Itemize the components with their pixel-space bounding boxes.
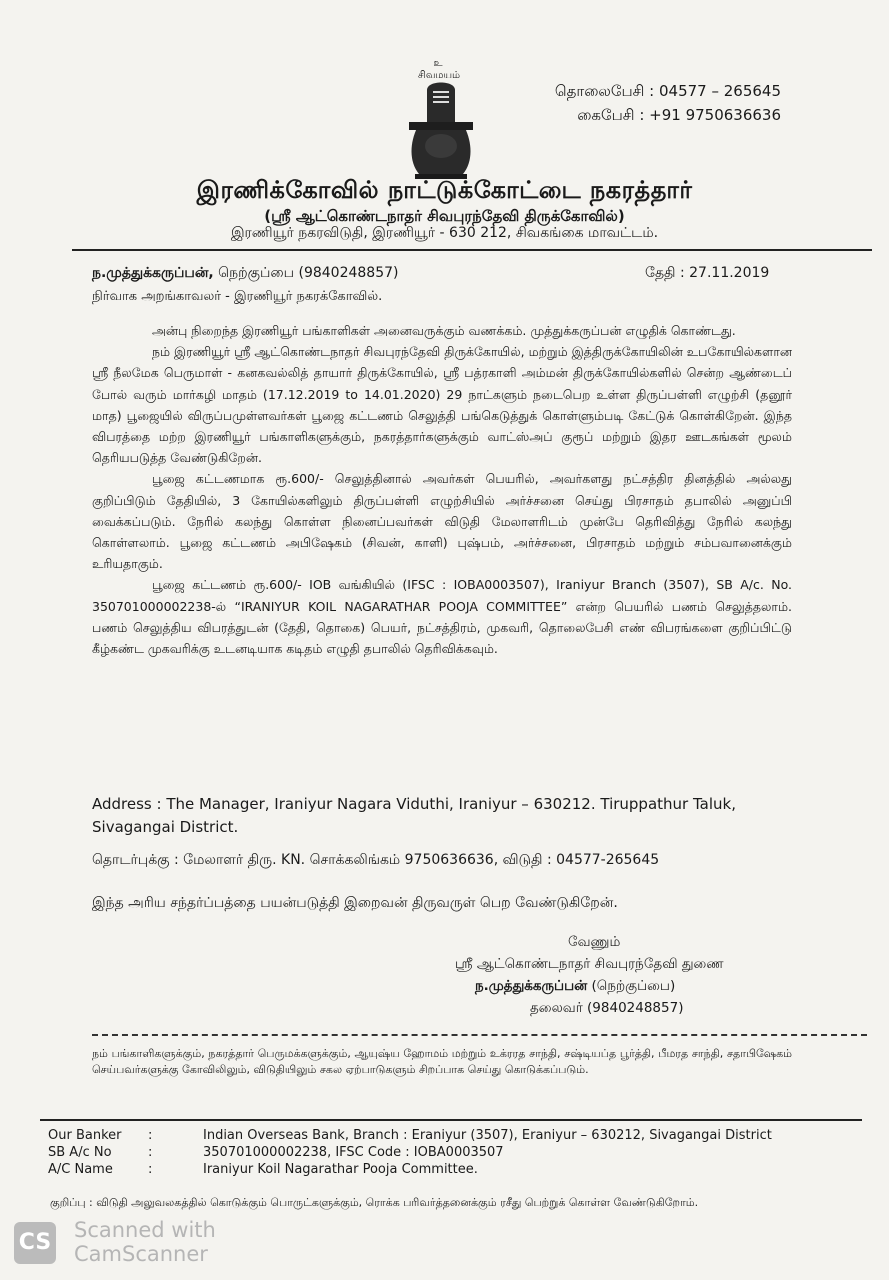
paragraph: பூஜை கட்டணம் ரூ.600/- IOB வங்கியில் (IFSC : IOBA0003507), Iraniyur Branch (3507), SB A/c. No. 350701000002238-ல் “IRANIYUR KOIL NAGARATHAR POOJA COMMITTEE” என்ற பெயரில் பணம் செலுத்தலாம். பணம் செலுத்திய விபரத்துடன் (தேதி, தொகை) பெயர், நட்சத்திரம், முகவரி, தொலைபேசி எண் விபரங்களை குறிப்பிட்டு கீழ்கண்ட முகவரிக்கு உடனடியாக கடிதம் எழுதி தபாலில் தெரிவிக்கவும். xyxy=(92,577,792,657)
camscanner-logo-icon: CS xyxy=(14,1222,56,1264)
paragraph: அன்பு நிறைந்த இரணியூர் பங்காளிகள் அனைவருக்கும் வணக்கம். முத்துக்கருப்பன் எழுதிக் கொண்டது. xyxy=(152,323,736,338)
sender-detail: நெற்குப்பை (9840248857) xyxy=(213,265,399,281)
scanner-watermark xyxy=(74,1218,216,1266)
sign-place: (நெற்குப்பை) xyxy=(587,978,676,994)
sign-name-line xyxy=(475,976,775,997)
phone-number: தொலைபேசி : 04577 – 265645 xyxy=(554,82,781,100)
bank-details-table xyxy=(48,1127,772,1178)
paragraph: நம் இரணியூர் ஸ்ரீ ஆட்கொண்டநாதர் சிவபுரந்தேவி திருக்கோயில், மற்றும் இத்திருக்கோயிலின் உபகோயில்களான ஸ்ரீ நீலமேக பெருமாள் - கனகவல்லித் தாயார் திருக்கோயில், ஸ்ரீ பத்ரகாளி அம்மன் திருக்கோயில்களில் சென்ற ஆண்டைப் போல் வரும் மார்கழி மாதம் (17.12.2019 to 14.01.2020) 29 நாட்களும் நடைபெற உள்ள திருப்பள்ளி எழுற்சி (தனூர் மாத) பூஜையில் விருப்பமுள்ளவர்கள் பூஜை கட்டணம் செலுத்தி பங்கெடுத்துக் கொள்ளும்படி கேட்டுக் கொள்கிறேன். இந்த விபரத்தை மற்ற இரணியூர் பங்காளிகளுக்கும், நகரத்தார்களுக்கும் வாட்ஸ்அப் குரூப் மற்றும் இதர ஊடகங்கள் மூலம் தெரியபடுத்த வேண்டுகிறேன். xyxy=(92,344,792,466)
letter-body xyxy=(92,320,792,659)
watermark-line: CamScanner xyxy=(74,1242,208,1266)
dashed-divider xyxy=(92,1034,867,1036)
sign-title: தலைவர் (9840248857) xyxy=(530,1000,684,1016)
paragraph: பூஜை கட்டணமாக ரூ.600/- செலுத்தினால் அவர்கள் பெயரில், அவர்களது நட்சத்திர தினத்தில் அல்லது குறிப்பிடும் தேதியில், 3 கோயில்களிலும் திருப்பள்ளி எழுற்சியில் அர்ச்சனை செய்து பிரசாதம் தபாலில் அனுப்பி வைக்கப்படும். நேரில் கலந்து கொள்ள நினைப்பவர்கள் விடுதி மேலாளரிடம் முன்பே தெரிவித்து நேரில் கலந்து கொள்ளலாம். பூஜை கட்டணம் அபிஷேகம் (சிவன், காளி) புஷ்பம், அர்ச்சனை, பிரசாதம் மற்றும் சம்பவானைக்கும் உரியதாகும். xyxy=(92,471,792,572)
sign-wish: வேணும் xyxy=(568,934,621,950)
bank-sep: : xyxy=(148,1128,153,1143)
contact-info: தொடர்புக்கு : மேலாளர் திரு. KN. சொக்கலிங்கம் 9750636636, விடுதி : 04577-265645 xyxy=(92,852,660,868)
sender-line xyxy=(92,265,398,283)
footer-divider xyxy=(40,1119,862,1121)
bank-label: Our Banker xyxy=(48,1128,122,1143)
bank-sep: : xyxy=(148,1162,153,1177)
sender-role: நிர்வாக அறங்காவலர் - இரணியூர் நகரக்கோவில். xyxy=(92,289,383,304)
header-divider xyxy=(72,249,872,251)
shiva-lingam-logo-icon xyxy=(405,82,477,180)
sender-name: ந.முத்துக்கருப்பன், xyxy=(92,265,214,281)
bank-sep: : xyxy=(148,1145,153,1160)
bank-label: A/C Name xyxy=(48,1162,113,1177)
temple-subtitle: (ஸ்ரீ ஆட்கொண்டநாதர் சிவபுரந்தேவி திருக்கோவில்) xyxy=(264,207,625,225)
bank-value: 350701000002238, IFSC Code : IOBA0003507 xyxy=(203,1145,504,1160)
footnote: குறிப்பு : விடுதி அலுவலகத்தில் கொடுக்கும் பொருட்களுக்கும், ரொக்க பரிவர்த்தனைக்கும் ரசீது பெற்றுக் கொள்ள வேண்டுகிறோம். xyxy=(50,1196,699,1209)
sign-name: ந.முத்துக்கருப்பன் xyxy=(475,978,588,994)
bank-value: Indian Overseas Bank, Branch : Eraniyur (3507), Eraniyur – 630212, Sivagangai District xyxy=(203,1128,772,1143)
header-address: இரணியூர் நகரவிடுதி, இரணியூர் - 630 212, சிவகங்கை மாவட்டம். xyxy=(230,225,659,241)
bank-value: Iraniyur Koil Nagarathar Pooja Committee. xyxy=(203,1162,478,1177)
bank-label: SB A/c No xyxy=(48,1145,112,1160)
sign-deity: ஸ்ரீ ஆட்கொண்டநாதர் சிவபுரந்தேவி துணை xyxy=(455,956,724,972)
table-row xyxy=(48,1127,772,1144)
table-row xyxy=(48,1161,772,1178)
logo-caption: உ சிவமயம் xyxy=(418,58,461,81)
mobile-number: கைபேசி : +91 9750636636 xyxy=(577,106,781,124)
closing-wish: இந்த அரிய சந்தர்ப்பத்தை பயன்படுத்தி இறைவன் திருவருள் பெற வேண்டுகிறேன். xyxy=(92,895,618,911)
table-row xyxy=(48,1144,772,1161)
letter-date: தேதி : 27.11.2019 xyxy=(645,265,770,281)
organization-title: இரணிக்கோவில் நாட்டுக்கோட்டை நகரத்தார் xyxy=(196,176,693,204)
services-note: நம் பங்காளிகளுக்கும், நகரத்தார் பெருமக்களுக்கும், ஆயுஷ்ய ஹோமம் மற்றும் உக்ரரத சாந்தி, சஷ்டியப்த பூர்த்தி, பீமரத சாந்தி, சதாபிஷேகம் செய்பவர்களுக்கு கோவிலிலும், விடுதியிலும் சகல ஏற்பாடுகளும் சிறப்பாக செய்து கொடுக்கப்படும். xyxy=(92,1047,792,1076)
watermark-line: Scanned with xyxy=(74,1218,216,1242)
mailing-address: Address : The Manager, Iraniyur Nagara Viduthi, Iraniyur – 630212. Tiruppathur Taluk, Sivagangai District. xyxy=(92,795,736,836)
